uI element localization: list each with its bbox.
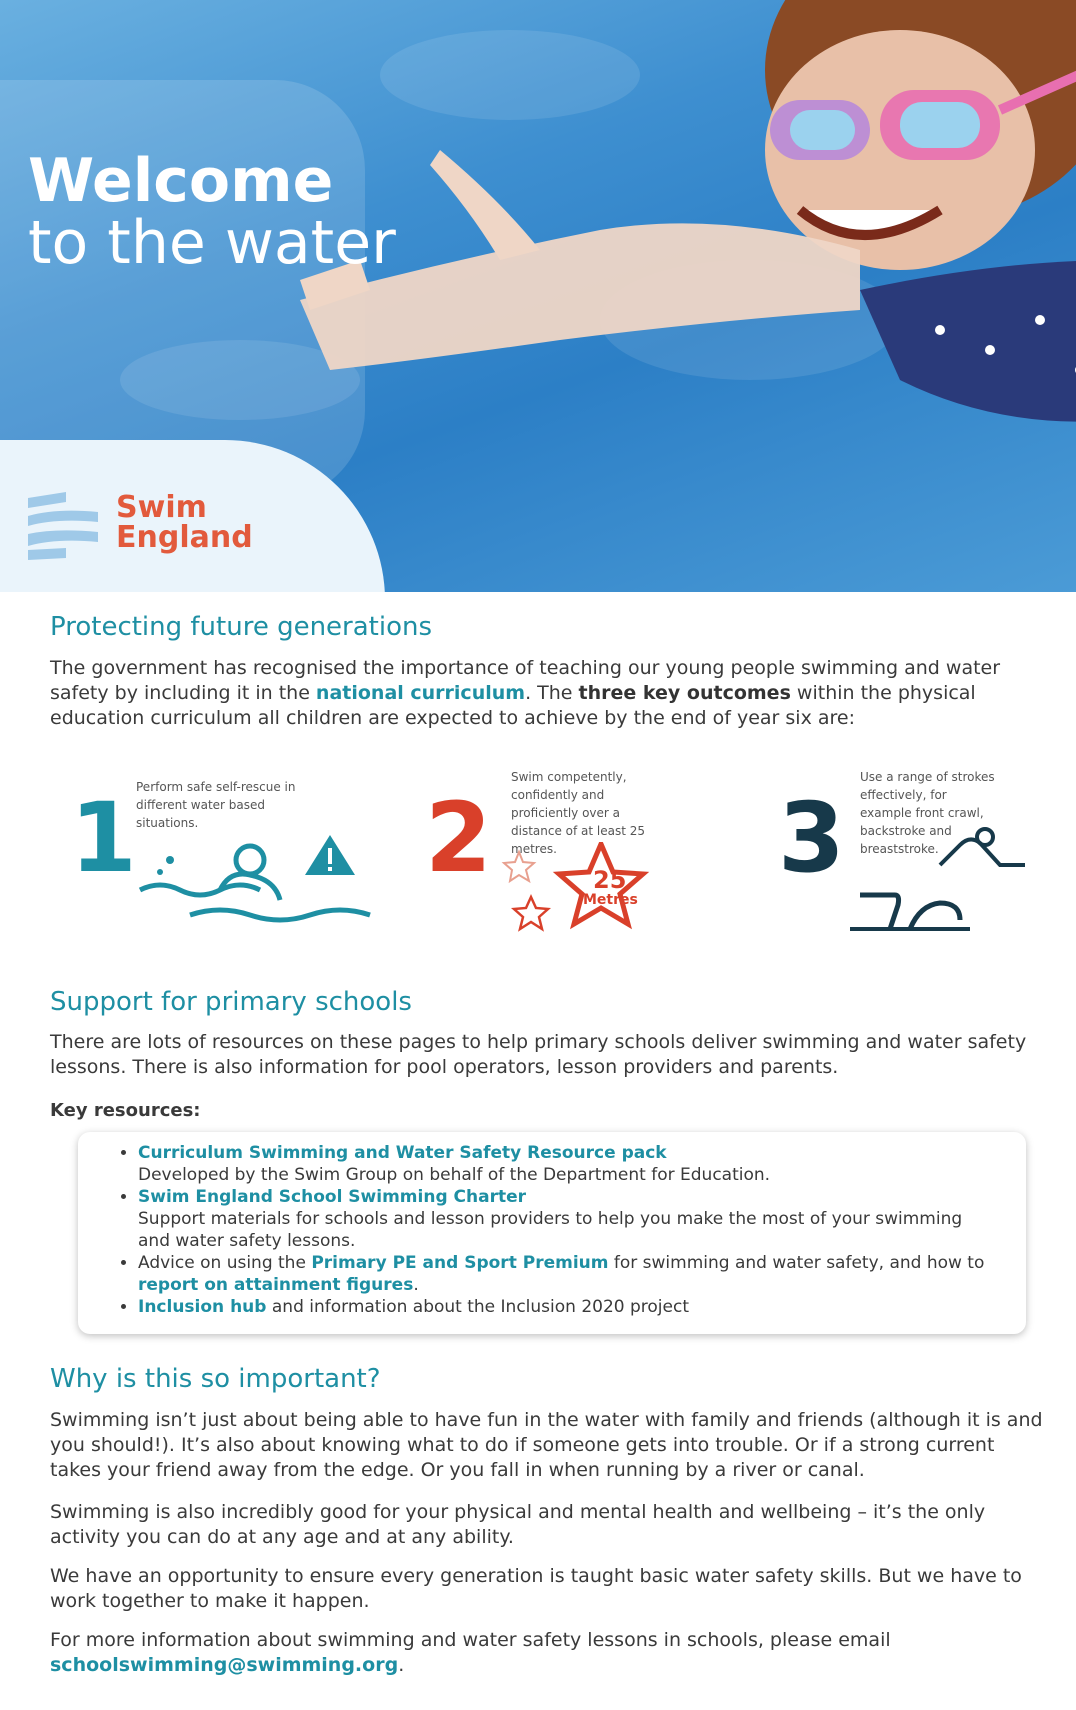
section-heading-support: Support for primary schools [50, 987, 412, 1017]
badge-25: 25 [593, 866, 627, 894]
item-text: for swimming and water safety, and how to [608, 1253, 985, 1273]
swim-england-wave-icon [26, 490, 104, 560]
hero-title-line2: to the water [28, 208, 396, 278]
attainment-figures-link[interactable]: report on attainment figures [138, 1275, 414, 1295]
swimming-girl-illustration [300, 0, 1076, 520]
three-key-outcomes-text: three key outcomes [578, 682, 791, 704]
intro-text-part: within the physical education curriculum all children are expected to achieve by the end of year six are: [50, 682, 976, 729]
swimming-strokes-icon [850, 825, 1030, 935]
logo-text-england: England [116, 520, 253, 555]
intro-text-part: The government has recognised the importance of teaching our young people swimming and water safety by including it in the [50, 657, 1001, 704]
section-heading-protecting: Protecting future generations [50, 612, 433, 642]
badge-metres: Metres [583, 892, 638, 908]
key-resources-label: Key resources: [50, 1100, 201, 1121]
resource-pack-desc: Developed by the Swim Group on behalf of the Department for Education. [138, 1165, 771, 1185]
resource-item [138, 1252, 998, 1296]
why-paragraph-4 [50, 1628, 1050, 1678]
key-resources-list [138, 1142, 998, 1318]
support-text: There are lots of resources on these pages to help primary schools deliver swimming and water safety lessons. There is also information for pool operators, lesson providers and parents. [50, 1031, 1027, 1078]
outcome-text-2: Swim competently, confidently and proficiently over a distance of at least 25 metres. [511, 770, 646, 856]
why-paragraph-3: We have an opportunity to ensure every generation is taught basic water safety skills. But we have to work together to make it happen. [50, 1565, 1022, 1612]
key-outcomes [50, 770, 1050, 940]
resource-item [138, 1296, 998, 1318]
swim-england-logo[interactable] [26, 490, 256, 560]
hero-banner [0, 0, 1076, 592]
item-text: . [413, 1275, 419, 1295]
inclusion-hub-link[interactable]: Inclusion hub [138, 1297, 267, 1317]
outcome-1 [70, 770, 400, 940]
outcome-number-2: 2 [425, 782, 492, 894]
school-swimming-email-link[interactable]: schoolswimming@swimming.org [50, 1654, 399, 1676]
why-paragraph-1: Swimming isn’t just about being able to have fun in the water with family and friends (although it is and you should!). It’s also about knowing what to do if someone gets into trouble. Or if a strong current takes your friend away from the edge. Or you fall in when running by a river or canal. [50, 1409, 1043, 1481]
resource-item [138, 1142, 998, 1186]
national-curriculum-link[interactable]: national curriculum [315, 682, 526, 704]
resource-pack-link[interactable]: Curriculum Swimming and Water Safety Resource pack [138, 1143, 667, 1163]
outcome-text-1: Perform safe self-rescue in different water based situations. [136, 780, 296, 830]
self-rescue-icon [130, 830, 380, 930]
contact-text: . [398, 1654, 405, 1676]
section-intro-text [50, 656, 1050, 731]
outcome-text-3: Use a range of strokes effectively, for example front crawl, backstroke and breaststroke. [860, 770, 995, 856]
item-text: Advice on using the [138, 1253, 312, 1273]
hero-title [28, 146, 396, 278]
why-paragraph-2: Swimming is also incredibly good for your physical and mental health and wellbeing – it’s the only activity you can do at any age and at any ability. [50, 1501, 986, 1548]
pe-sport-premium-link[interactable]: Primary PE and Sport Premium [311, 1253, 609, 1273]
hero-title-line1: Welcome [28, 146, 334, 216]
contact-text: For more information about swimming and water safety lessons in schools, please email [50, 1629, 891, 1651]
resource-item [138, 1186, 998, 1252]
outcome-number-1: 1 [70, 782, 137, 894]
key-resources-box [78, 1132, 1026, 1334]
outcome-2 [425, 770, 725, 940]
intro-text-part: . The [525, 682, 579, 704]
item-text: and information about the Inclusion 2020 project [266, 1297, 689, 1317]
section-heading-why: Why is this so important? [50, 1364, 381, 1394]
outcome-3 [778, 770, 1058, 940]
school-swimming-charter-link[interactable]: Swim England School Swimming Charter [138, 1187, 527, 1207]
logo-text-swim: Swim [116, 490, 207, 525]
outcome-number-3: 3 [778, 782, 845, 894]
charter-desc: Support materials for schools and lesson providers to help you make the most of your swimming and water safety lessons. [138, 1209, 963, 1251]
